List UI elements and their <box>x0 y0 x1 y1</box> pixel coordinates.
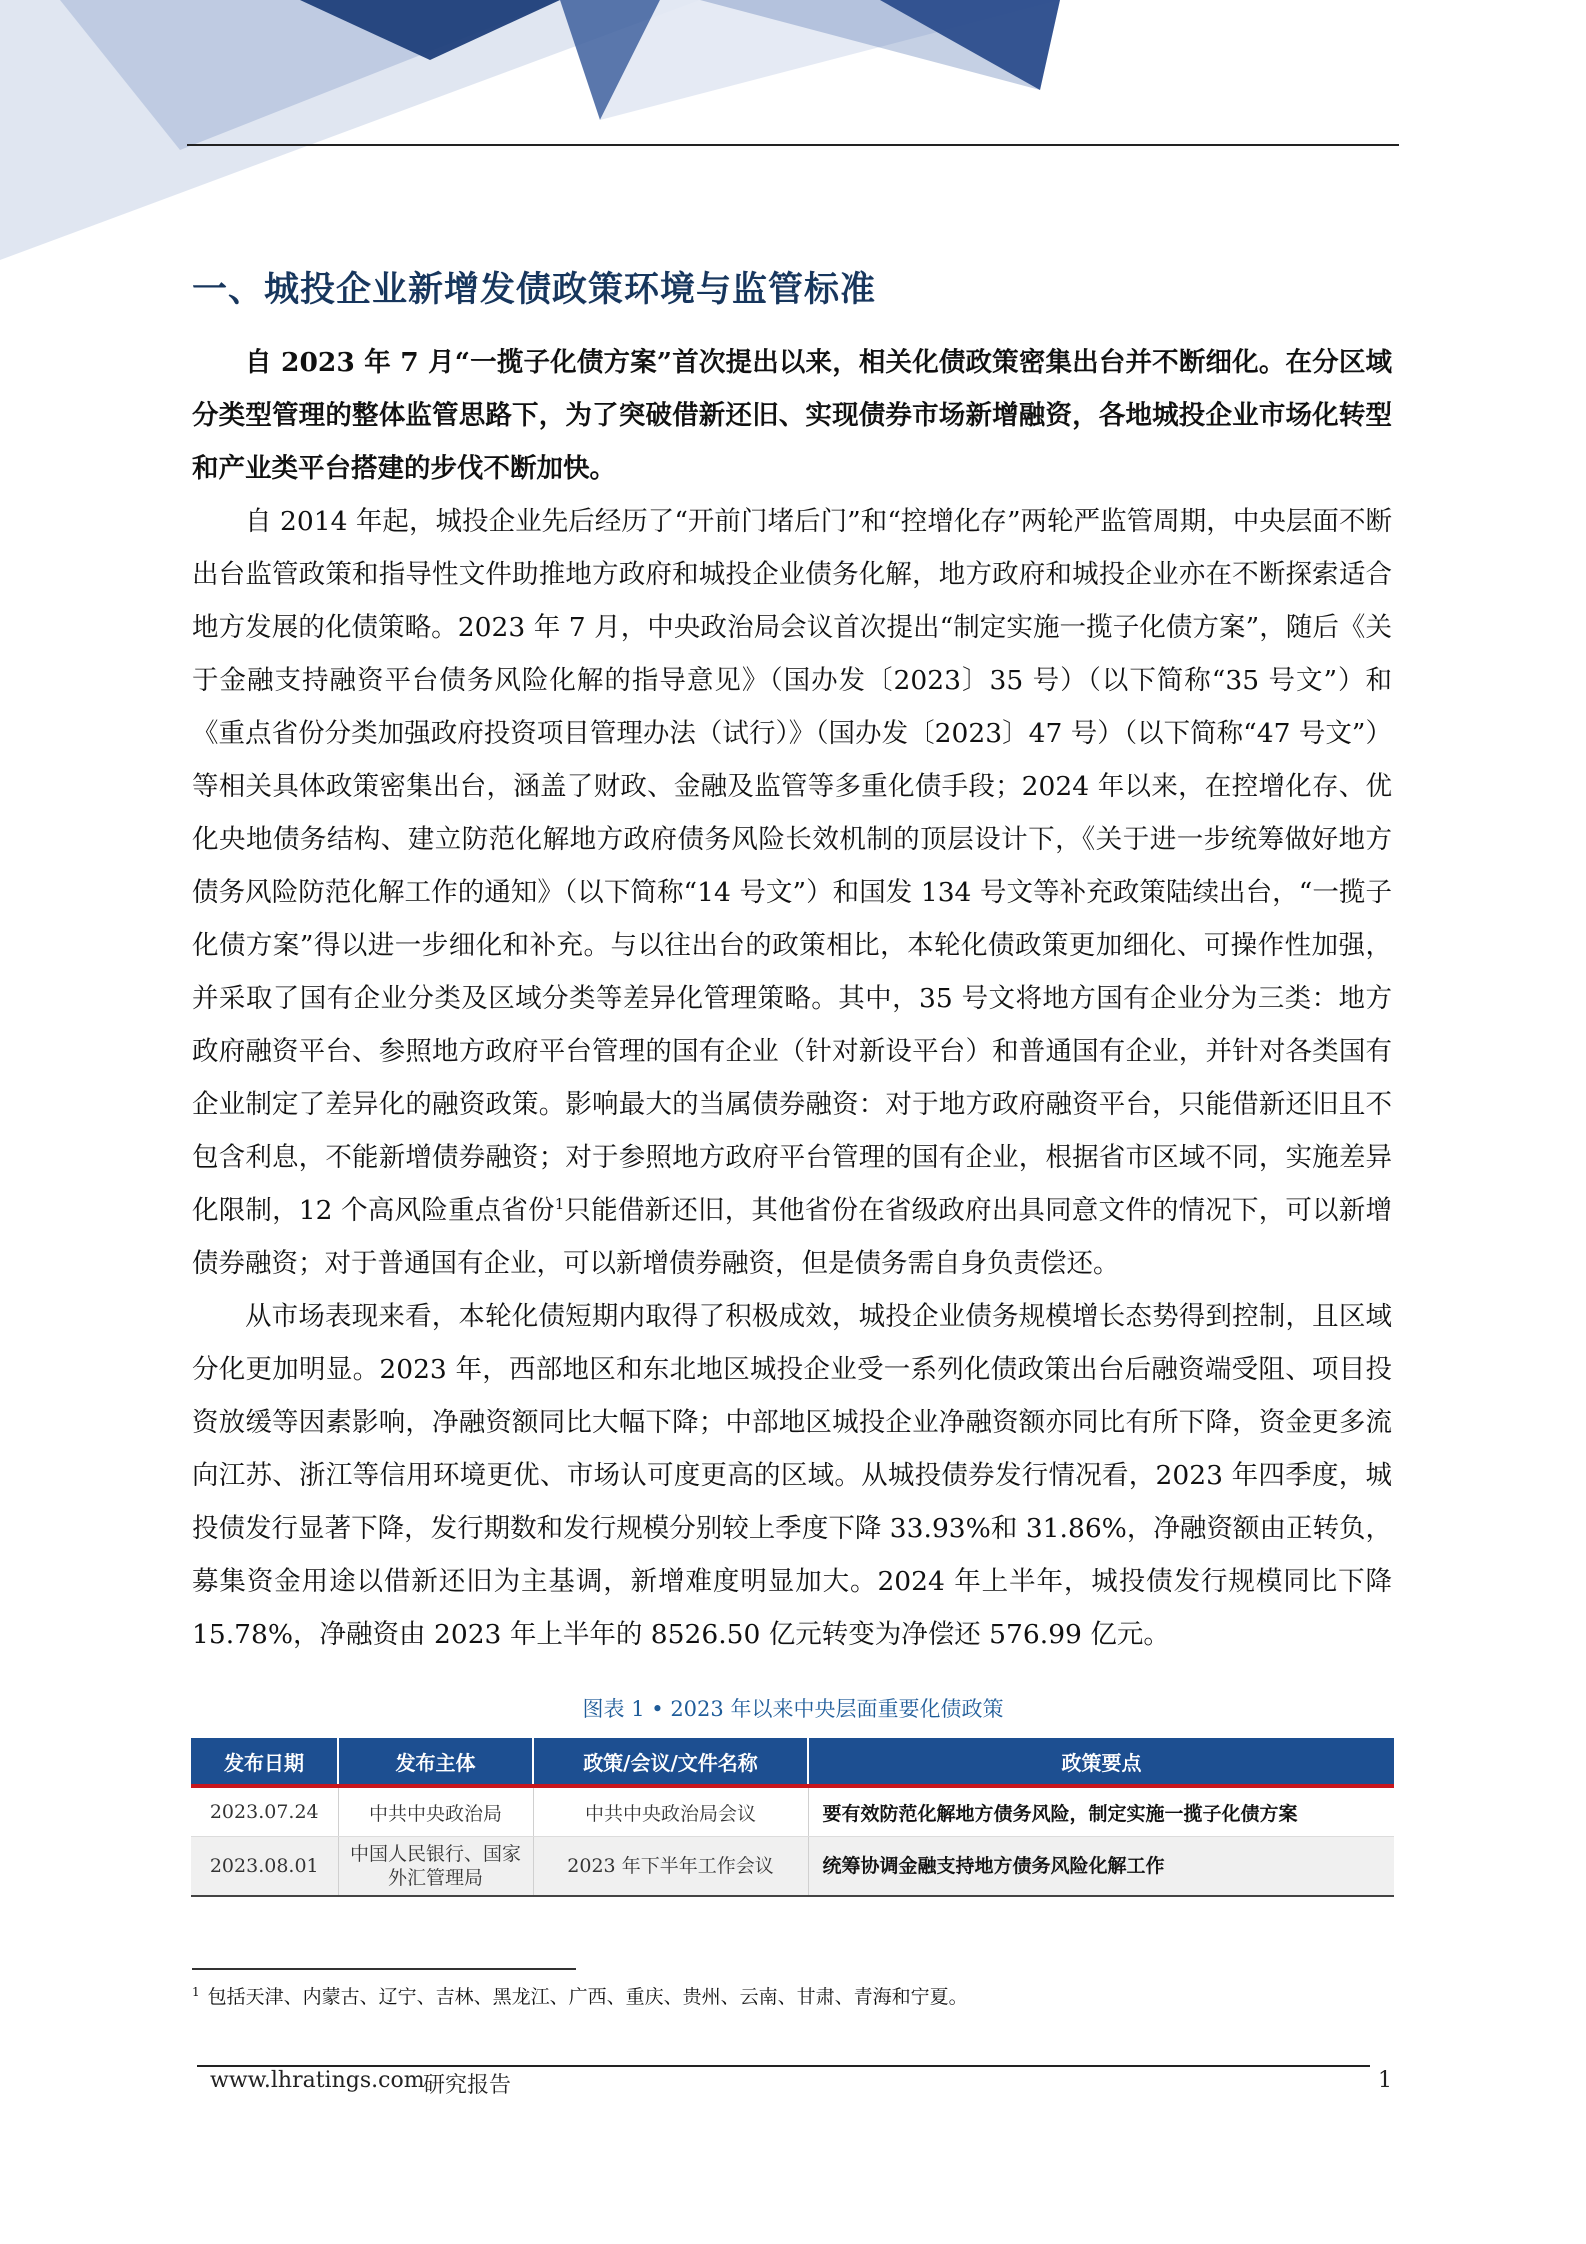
footnote-mark: 1 <box>192 1984 200 1999</box>
column-header-point: 政策要点 <box>808 1738 1394 1786</box>
table-row <box>191 1837 1394 1897</box>
footer-rule <box>197 2065 1370 2067</box>
paragraph-text: 自 2014 年起，城投企业先后经历了“开前门堵后门”和“控增化存”两轮严监管周期，中央层面不断出台监管政策和指导性文件助推地方政府和城投企业债务化解，地方政府和城投企业亦在不断探索适合地方发展的化债策略。2023 年 7 月，中央政治局会议首次提出“制定实施一揽子化债方案”，随后《关于金融支持融资平台债务风险化解的指导意见》（国办发〔2023〕35 号）（以下简称“35 号文”）和《重点省份分类加强政府投资项目管理办法（试行）》（国办发〔2023〕47 号）（以下简称“47 号文”）等相关具体政策密集出台，涵盖了财政、金融及监管等多重化债手段；2024 年以来，在控增化存、优化央地债务结构、建立防范化解地方政府债务风险长效机制的顶层设计下，《关于进一步统筹做好地方债务风险防范化解工作的通知》（以下简称“14 号文”）和国发 134 号文等补充政策陆续出台，“一揽子化债方案”得以进一步细化和补充。与以往出台的政策相比，本轮化债政策更加细化、可操作性加强，并采取了国有企业分类及区域分类等差异化管理策略。其中，35 号文将地方国有企业分为三类：地方政府融资平台、参照地方政府平台管理的国有企业（针对新设平台）和普通国有企业，并针对各类国有企业制定了差异化的融资政策。影响最大的当属债券融资：对于地方政府融资平台，只能借新还旧且不包含利息，不能新增债券融资；对于参照地方政府平台管理的国有企业，根据省市区域不同，实施差异化限制，12 个高风险重点省份 <box>192 506 1392 1226</box>
column-header-name: 政策/会议/文件名称 <box>533 1738 808 1786</box>
page-number: 1 <box>1378 2068 1392 2093</box>
table-row <box>191 1786 1394 1837</box>
table-header-row <box>191 1738 1394 1786</box>
cell-date: 2023.07.24 <box>191 1786 338 1837</box>
section-title: 一、城投企业新增发债政策环境与监管标准 <box>192 270 877 310</box>
body-text <box>192 336 1392 1661</box>
cell-name: 中共中央政治局会议 <box>533 1786 808 1837</box>
column-header-issuer: 发布主体 <box>338 1738 533 1786</box>
policy-table <box>191 1738 1394 1897</box>
footer-doc-type: 研究报告 <box>423 2073 512 2098</box>
column-header-date: 发布日期 <box>191 1738 338 1786</box>
footnote <box>192 1982 968 2009</box>
cell-issuer: 中共中央政治局 <box>338 1786 533 1837</box>
cell-name: 2023 年下半年工作会议 <box>533 1837 808 1897</box>
paragraph-market-performance: 从市场表现来看，本轮化债短期内取得了积极成效，城投企业债务规模增长态势得到控制，且区域分化更加明显。2023 年，西部地区和东北地区城投企业受一系列化债政策出台后融资端受阻、项目投资放缓等因素影响，净融资额同比大幅下降；中部地区城投企业净融资额亦同比有所下降，资金更多流向江苏、浙江等信用环境更优、市场认可度更高的区域。从城投债券发行情况看，2023 年四季度，城投债发行显著下降，发行期数和发行规模分别较上季度下降 33.93%和 31.86%，净融资额由正转负，募集资金用途以借新还旧为主基调，新增难度明显加大。2024 年上半年，城投债发行规模同比下降 15.78%，净融资由 2023 年上半年的 8526.50 亿元转变为净偿还 576.99 亿元。 <box>192 1301 1392 1650</box>
footnote-text: 包括天津、内蒙古、辽宁、吉林、黑龙江、广西、重庆、贵州、云南、甘肃、青海和宁夏。 <box>207 1986 968 2008</box>
footnote-reference[interactable]: 1 <box>554 1195 565 1214</box>
cell-point: 要有效防范化解地方债务风险，制定实施一揽子化债方案 <box>808 1786 1394 1837</box>
footer-url-link[interactable]: www.lhratings.com <box>210 2068 425 2093</box>
cell-point: 统筹协调金融支持地方债务风险化解工作 <box>808 1837 1394 1897</box>
paragraph-policy-history <box>192 495 1392 1290</box>
paragraph-text: 只能借新还旧，其他省份在省级政府出具同意文件的情况下，可以新增债券融资；对于普通国有企业，可以新增债券融资，但是债务需自身负责偿还。 <box>192 1195 1392 1279</box>
footnote-rule <box>192 1968 576 1970</box>
header-rule <box>187 144 1399 146</box>
table-caption: 图表 1 • 2023 年以来中央层面重要化债政策 <box>582 1697 1004 1721</box>
cell-issuer: 中国人民银行、国家外汇管理局 <box>338 1837 533 1897</box>
cell-date: 2023.08.01 <box>191 1837 338 1897</box>
lead-paragraph: 自 2023 年 7 月“一揽子化债方案”首次提出以来，相关化债政策密集出台并不断细化。在分区域分类型管理的整体监管思路下，为了突破借新还旧、实现债券市场新增融资，各地城投企业市场化转型和产业类平台搭建的步伐不断加快。 <box>192 347 1392 484</box>
